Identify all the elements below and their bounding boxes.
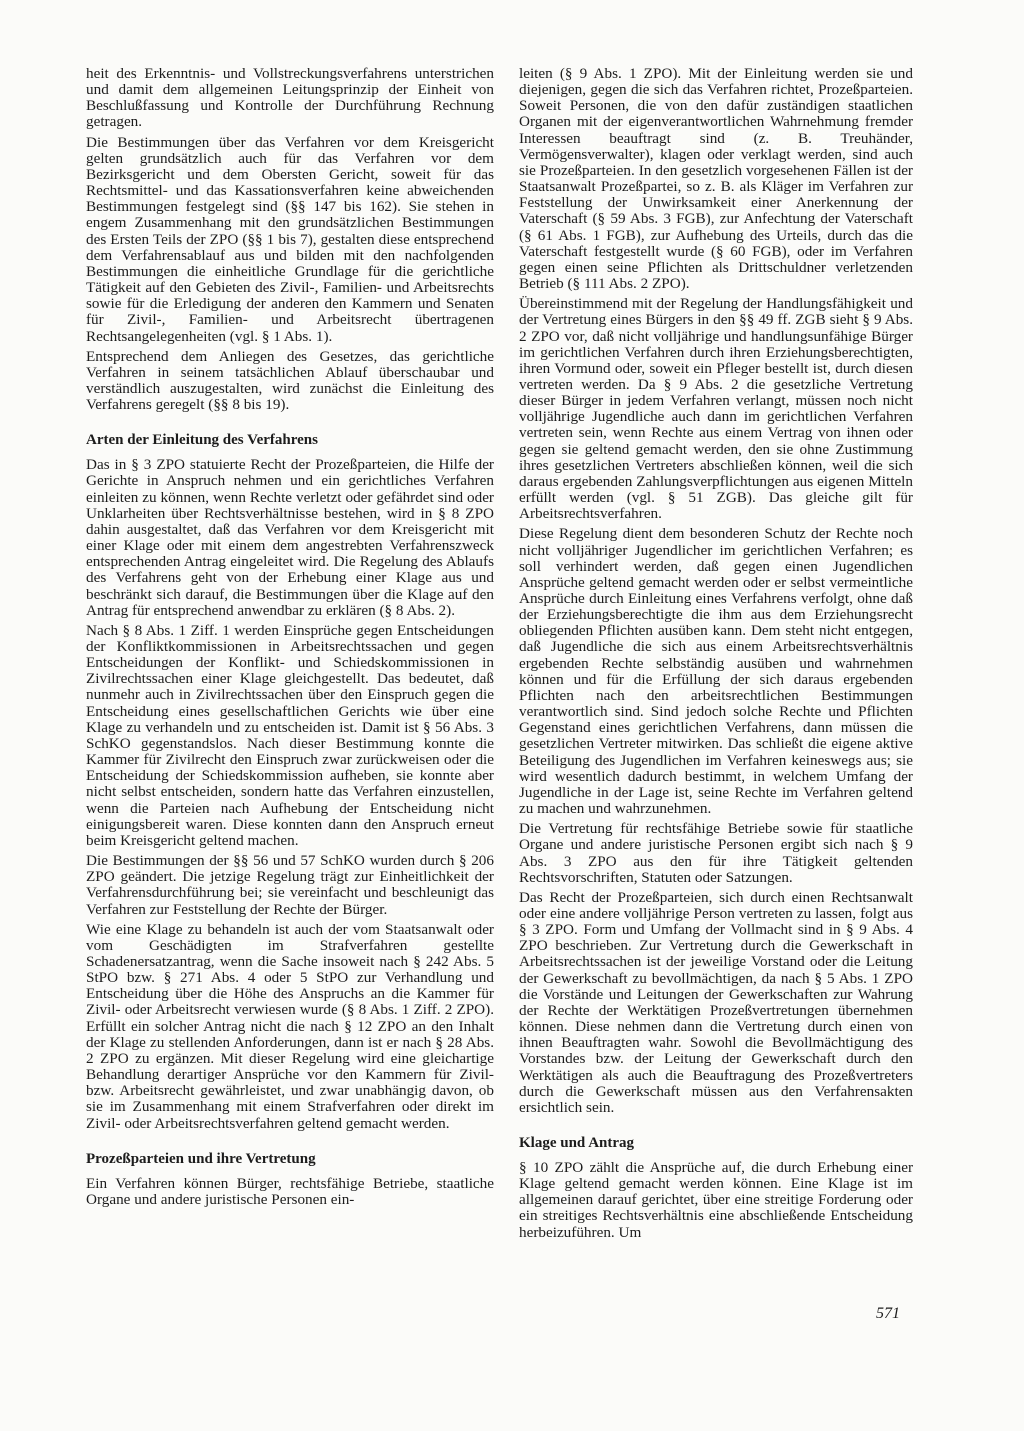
- section-heading: Arten der Einleitung des Verfahrens: [86, 432, 318, 449]
- paragraph: leiten (§ 9 Abs. 1 ZPO). Mit der Einleitung werden sie und diejenigen, gegen die sich das Verfahren richtet, Prozeßparteien. Soweit Personen, die von den dafür zuständigen staatlichen Organen mit der eigenverantwortlichen Wahrnehmung fremder Interessen beauftragt sind (z. B. Treuhänder, Vermögensverwalter), klagen oder verklagt werden, sind auch sie Prozeßparteien. In den gesetzlich vorgesehenen Fällen ist der Staatsanwalt Prozeßpartei, so z. B. als Kläger im Verfahren zur Feststellung der Unwirksamkeit einer Anerkennung der Vaterschaft (§ 59 Abs. 3 FGB), zur Anfechtung der Vaterschaft (§ 61 Abs. 1 FGB), zur Aufhebung des Urteils, durch das die Vaterschaft festgestellt wurde (§ 60 FGB), oder im Verfahren gegen einen seine Pflichten als Drittschuldner verletzenden Betrieb (§ 111 Abs. 2 ZPO).: [519, 65, 913, 293]
- paragraph: Das Recht der Prozeßparteien, sich durch einen Rechtsanwalt oder eine andere volljährige Person vertreten zu lassen, folgt aus § 3 ZPO. Form und Umfang der Vollmacht sind in § 9 Abs. 4 ZPO beschrieben. Zur Vertretung durch die Gewerkschaft in Arbeitsrechtssachen ist der jeweilige Vorstand oder die Leitung der Gewerkschaft zu bevollmächtigen, da nach § 5 Abs. 1 ZPO die Vorstände und Leitungen der Gewerkschaften zur Wahrung der Rechte der Werktätigen Prozeßvertretungen übernehmen können. Diese nehmen dann die Vertretung durch einen von ihnen Beauftragten wahr. Sowohl die Bevollmächtigung des Vorstandes bzw. der Leitung der Gewerkschaft durch den Werktätigen als auch die Beauftragung des Prozeßvertreters durch die Gewerkschaft müssen aus den Verfahrensakten ersichtlich sein.: [519, 888, 913, 1116]
- paragraph: Die Bestimmungen der §§ 56 und 57 SchKO wurden durch § 206 ZPO geändert. Die jetzige Regelung trägt zur Einheitlichkeit der Verfahrensdurchführung bei; sie vereinfacht und beschleunigt das Verfahren zur Feststellung der Rechte der Bürger.: [86, 852, 494, 918]
- left-column: [86, 66, 494, 1212]
- paragraph: Ein Verfahren können Bürger, rechtsfähige Betriebe, staatliche Organe und andere juristische Personen ein-: [86, 1174, 494, 1208]
- paragraph: Nach § 8 Abs. 1 Ziff. 1 werden Einsprüche gegen Entscheidungen der Konfliktkommissionen in Arbeitsrechtssachen und gegen Entscheidungen der Konflikt- und Schiedskommissionen in Zivilrechtssachen einer Klage gleichgestellt. Das bedeutet, daß nunmehr auch in Zivilrechtssachen über den Einspruch gegen die Entscheidung eines gesellschaftlichen Gerichts wie über eine Klage zu verhandeln und zu entscheiden ist. Damit ist § 56 Abs. 3 SchKO gegenstandslos. Nach dieser Bestimmung konnte die Kammer für Zivilrecht den Einspruch zwar zurückweisen oder die Entscheidung der Schiedskommission aufheben, sie konnte aber nicht selbst entscheiden, sondern hatte das Verfahren einzustellen, wenn die Parteien nach Aufhebung der Entscheidung nicht einigungsbereit waren. Diese konnten dann den Anspruch erneut beim Kreisgericht geltend machen.: [86, 621, 494, 849]
- paragraph: Diese Regelung dient dem besonderen Schutz der Rechte noch nicht volljähriger Jugendlicher im gerichtlichen Verfahren; es soll verhindert werden, daß gegen einen Jugendlichen Ansprüche geltend gemacht werden oder er selbst vermeintliche Ansprüche durch Einleitung eines Verfahrens verfolgt, ohne daß der Erziehungsberechtigte die ihm aus dem Erziehungsrecht obliegenden Pflichten ausüben kann. Dem steht nicht entgegen, daß Jugendliche die sich aus einem Arbeitsrechtsverhältnis ergebenden Rechte selbständig ausüben und wahrnehmen können und für die Erfüllung der sich daraus ergebenden Pflichten nach den arbeitsrechtlichen Bestimmungen verantwortlich sind. Sind jedoch solche Rechte und Pflichten Gegenstand eines gerichtlichen Verfahrens, dann müssen die gesetzlichen Vertreter mitwirken. Das schließt die eigene aktive Beteiligung des Jugendlichen im Verfahren keineswegs aus; sie wird wesentlich dadurch bestimmt, in welchem Umfang der Jugendliche in der Lage ist, seine Rechte im Verfahren geltend zu machen und wahrzunehmen.: [519, 525, 913, 818]
- paragraph: heit des Erkenntnis- und Vollstreckungsverfahrens unterstrichen und damit dem allgemeinen Leitungsprinzip der Einheit von Beschlußfassung und Kontrolle der Durchführung Rechnung getragen.: [86, 65, 494, 131]
- page-number: 571: [876, 1305, 900, 1322]
- right-column: [519, 66, 913, 1245]
- paragraph: Die Bestimmungen über das Verfahren vor dem Kreisgericht gelten grundsätzlich auch für das Verfahren vor dem Bezirksgericht und dem Obersten Gericht, soweit für das Rechtsmittel- und das Kassationsverfahren keine abweichenden Bestimmungen festgelegt sind (§§ 147 bis 162). Sie stehen in engem Zusammenhang mit den grundsätzlichen Bestimmungen des Ersten Teils der ZPO (§§ 1 bis 7), gestalten diese entsprechend dem Verfahrensablauf aus und bilden mit den nachfolgenden Bestimmungen die einheitliche Grundlage für die gerichtliche Tätigkeit auf den Gebieten des Zivil-, Familien- und Arbeitsrechts sowie für die Erledigung der anderen den Kammern und Senaten für Zivil-, Familien- und Arbeitsrecht übertragenen Rechtsangelegenheiten (vgl. § 1 Abs. 1).: [86, 133, 494, 345]
- paragraph: Das in § 3 ZPO statuierte Recht der Prozeßparteien, die Hilfe der Gerichte in Anspruch nehmen und ein gerichtliches Verfahren einleiten zu können, wenn Rechte verletzt oder gefährdet sind oder Unklarheiten über Rechtsverhältnisse bestehen, wird in § 8 ZPO dahin ausgestaltet, daß das Verfahren vor dem Kreisgericht mit einer Klage oder mit einem dem angestrebten Verfahrenszweck entsprechenden Antrag eingeleitet wird. Die Regelung des Ablaufs des Verfahrens geht von der Erhebung einer Klage aus und beschränkt sich darauf, die Bestimmungen über die Klage auf den Antrag für entsprechend anwendbar zu erklären (§ 8 Abs. 2).: [86, 456, 494, 619]
- paragraph: Wie eine Klage zu behandeln ist auch der vom Staatsanwalt oder vom Geschädigten im Strafverfahren gestellte Schadenersatzantrag, wenn die Sache insoweit nach § 242 Abs. 5 StPO bzw. § 271 Abs. 4 oder 5 StPO zur Verhandlung und Entscheidung über die Höhe des Anspruchs an die Kammer für Zivil- oder Arbeitsrecht verwiesen wurde (§ 8 Abs. 1 Ziff. 2 ZPO). Erfüllt ein solcher Antrag nicht die nach § 12 ZPO an den Inhalt der Klage zu stellenden Anforderungen, dann ist er nach § 28 Abs. 2 ZPO zu ergänzen. Mit dieser Regelung wird eine gleichartige Behandlung derartiger Ansprüche vor den Kammern für Zivil- bzw. Arbeitsrecht gewährleistet, und zwar unabhängig davon, ob sie im Zusammenhang mit einem Strafverfahren oder direkt im Zivil- oder Arbeitsrechtsverfahren geltend gemacht werden.: [86, 920, 494, 1132]
- paragraph: Entsprechend dem Anliegen des Gesetzes, das gerichtliche Verfahren in seinem tatsächlichen Ablauf überschaubar und verständlich auszugestalten, wird zunächst die Einleitung des Verfahrens geregelt (§§ 8 bis 19).: [86, 347, 494, 414]
- paragraph: § 10 ZPO zählt die Ansprüche auf, die durch Erhebung einer Klage geltend gemacht werden können. Eine Klage ist im allgemeinen darauf gerichtet, über eine streitige Forderung oder ein streitiges Rechtsverhältnis eine abschließende Entscheidung herbeizuführen. Um: [519, 1159, 913, 1241]
- section-heading: Prozeßparteien und ihre Vertretung: [86, 1150, 316, 1167]
- paragraph: Übereinstimmend mit der Regelung der Handlungsfähigkeit und der Vertretung eines Bürgers in den §§ 49 ff. ZGB sieht § 9 Abs. 2 ZPO vor, daß nicht volljährige und handlungsunfähige Bürger im gerichtlichen Verfahren durch ihren Erziehungsberechtigten, ihren Vormund oder, soweit ein Pfleger bestellt ist, durch diesen vertreten werden. Da § 9 Abs. 2 die gesetzliche Vertretung dieser Bürger in jedem Verfahren verlangt, müssen noch nicht volljährige Jugendliche auch dann im gerichtlichen Verfahren vertreten sein, wenn Rechte aus einem Vertrag von ihnen oder gegen sie geltend gemacht werden, den sie ohne Zustimmung ihres gesetzlichen Vertreters abschließen können, weil die sich daraus ergebenden Zahlungsverpflichtungen aus eigenen Mitteln erfüllt werden (vgl. § 51 ZGB). Das gleiche gilt für Arbeitsrechtsverfahren.: [519, 295, 913, 523]
- paragraph: Die Vertretung für rechtsfähige Betriebe sowie für staatliche Organe und andere juristische Personen ergibt sich nach § 9 Abs. 3 ZPO aus den für ihre Tätigkeit geltenden Rechtsvorschriften, Statuten oder Satzungen.: [519, 820, 913, 886]
- section-heading: Klage und Antrag: [519, 1135, 635, 1151]
